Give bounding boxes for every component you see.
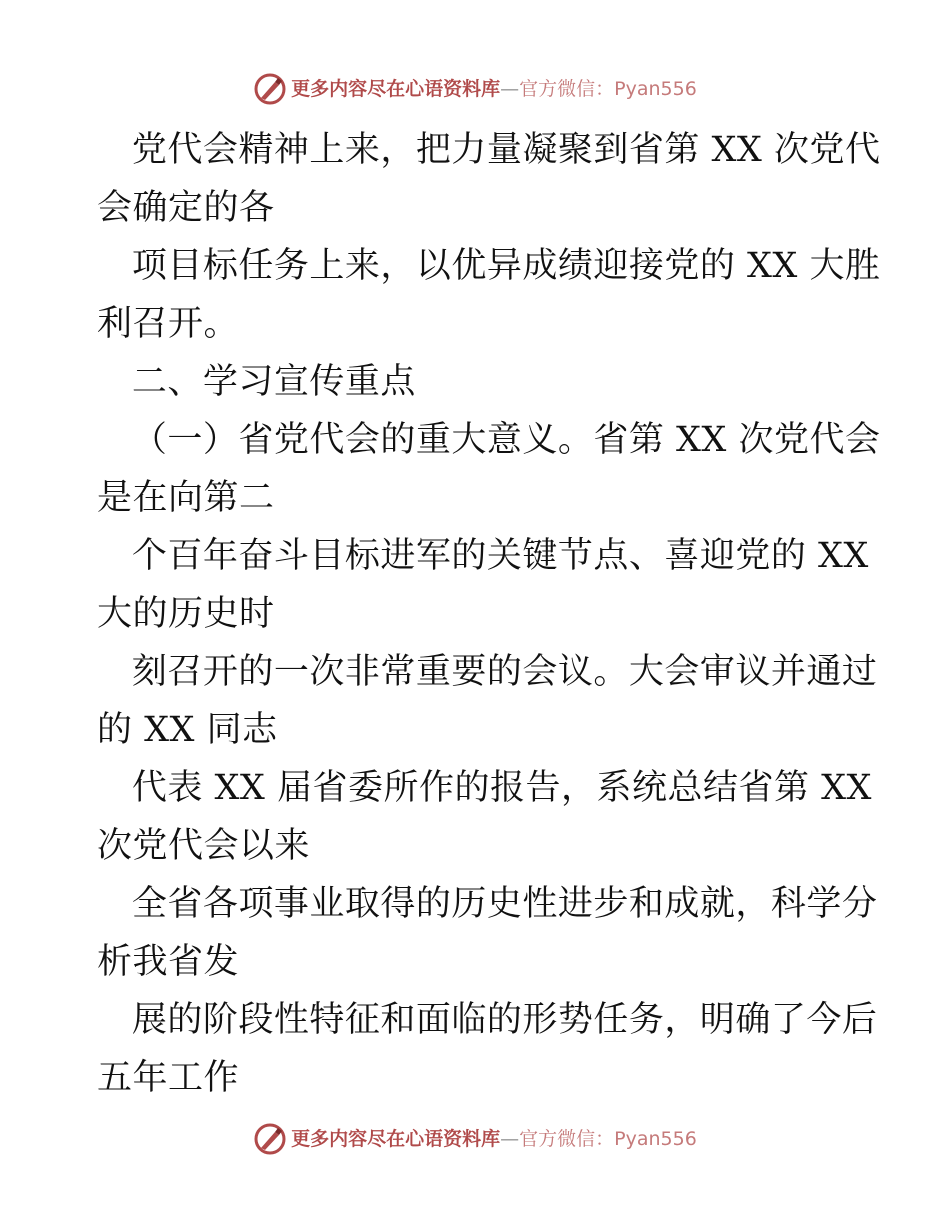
- text-line: 会确定的各: [97, 188, 275, 228]
- text-line: （一）省党代会的重大意义。省第 XX 次党代会: [97, 420, 881, 460]
- watermark-separator: —: [500, 78, 520, 100]
- section-heading: 二、学习宣传重点: [97, 362, 416, 402]
- text-line: 的 XX 同志: [97, 710, 278, 750]
- text-line: 析我省发: [97, 942, 240, 982]
- text-line: 全省各项事业取得的历史性进步和成就，科学分: [97, 884, 878, 924]
- pen-in-circle-icon: [253, 1122, 287, 1156]
- text-line: 展的阶段性特征和面临的形势任务，明确了今后: [97, 1000, 878, 1040]
- header-watermark: [0, 72, 950, 106]
- watermark-separator: —: [500, 1128, 520, 1150]
- text-line: 利召开。: [97, 304, 240, 344]
- text-line: 项目标任务上来，以优异成绩迎接党的 XX 大胜: [97, 246, 881, 286]
- text-line: 五年工作: [97, 1058, 240, 1098]
- text-line: 代表 XX 届省委所作的报告，系统总结省第 XX: [97, 768, 872, 808]
- watermark-brand: 更多内容尽在心语资料库: [291, 1128, 501, 1150]
- document-body: [97, 121, 881, 1107]
- text-line: 次党代会以来: [97, 826, 311, 866]
- text-line: 刻召开的一次非常重要的会议。大会审议并通过: [97, 652, 878, 692]
- pen-in-circle-icon: [253, 72, 287, 106]
- watermark-contact: 官方微信：Pyan556: [519, 1128, 697, 1150]
- watermark-contact: 官方微信：Pyan556: [519, 78, 697, 100]
- text-line: 大的历史时: [97, 594, 275, 634]
- text-line: 个百年奋斗目标进军的关键节点、喜迎党的 XX: [97, 536, 869, 576]
- text-line: 党代会精神上来，把力量凝聚到省第 XX 次党代: [97, 130, 881, 170]
- watermark-brand: 更多内容尽在心语资料库: [291, 78, 501, 100]
- footer-watermark: [0, 1122, 950, 1156]
- text-line: 是在向第二: [97, 478, 275, 518]
